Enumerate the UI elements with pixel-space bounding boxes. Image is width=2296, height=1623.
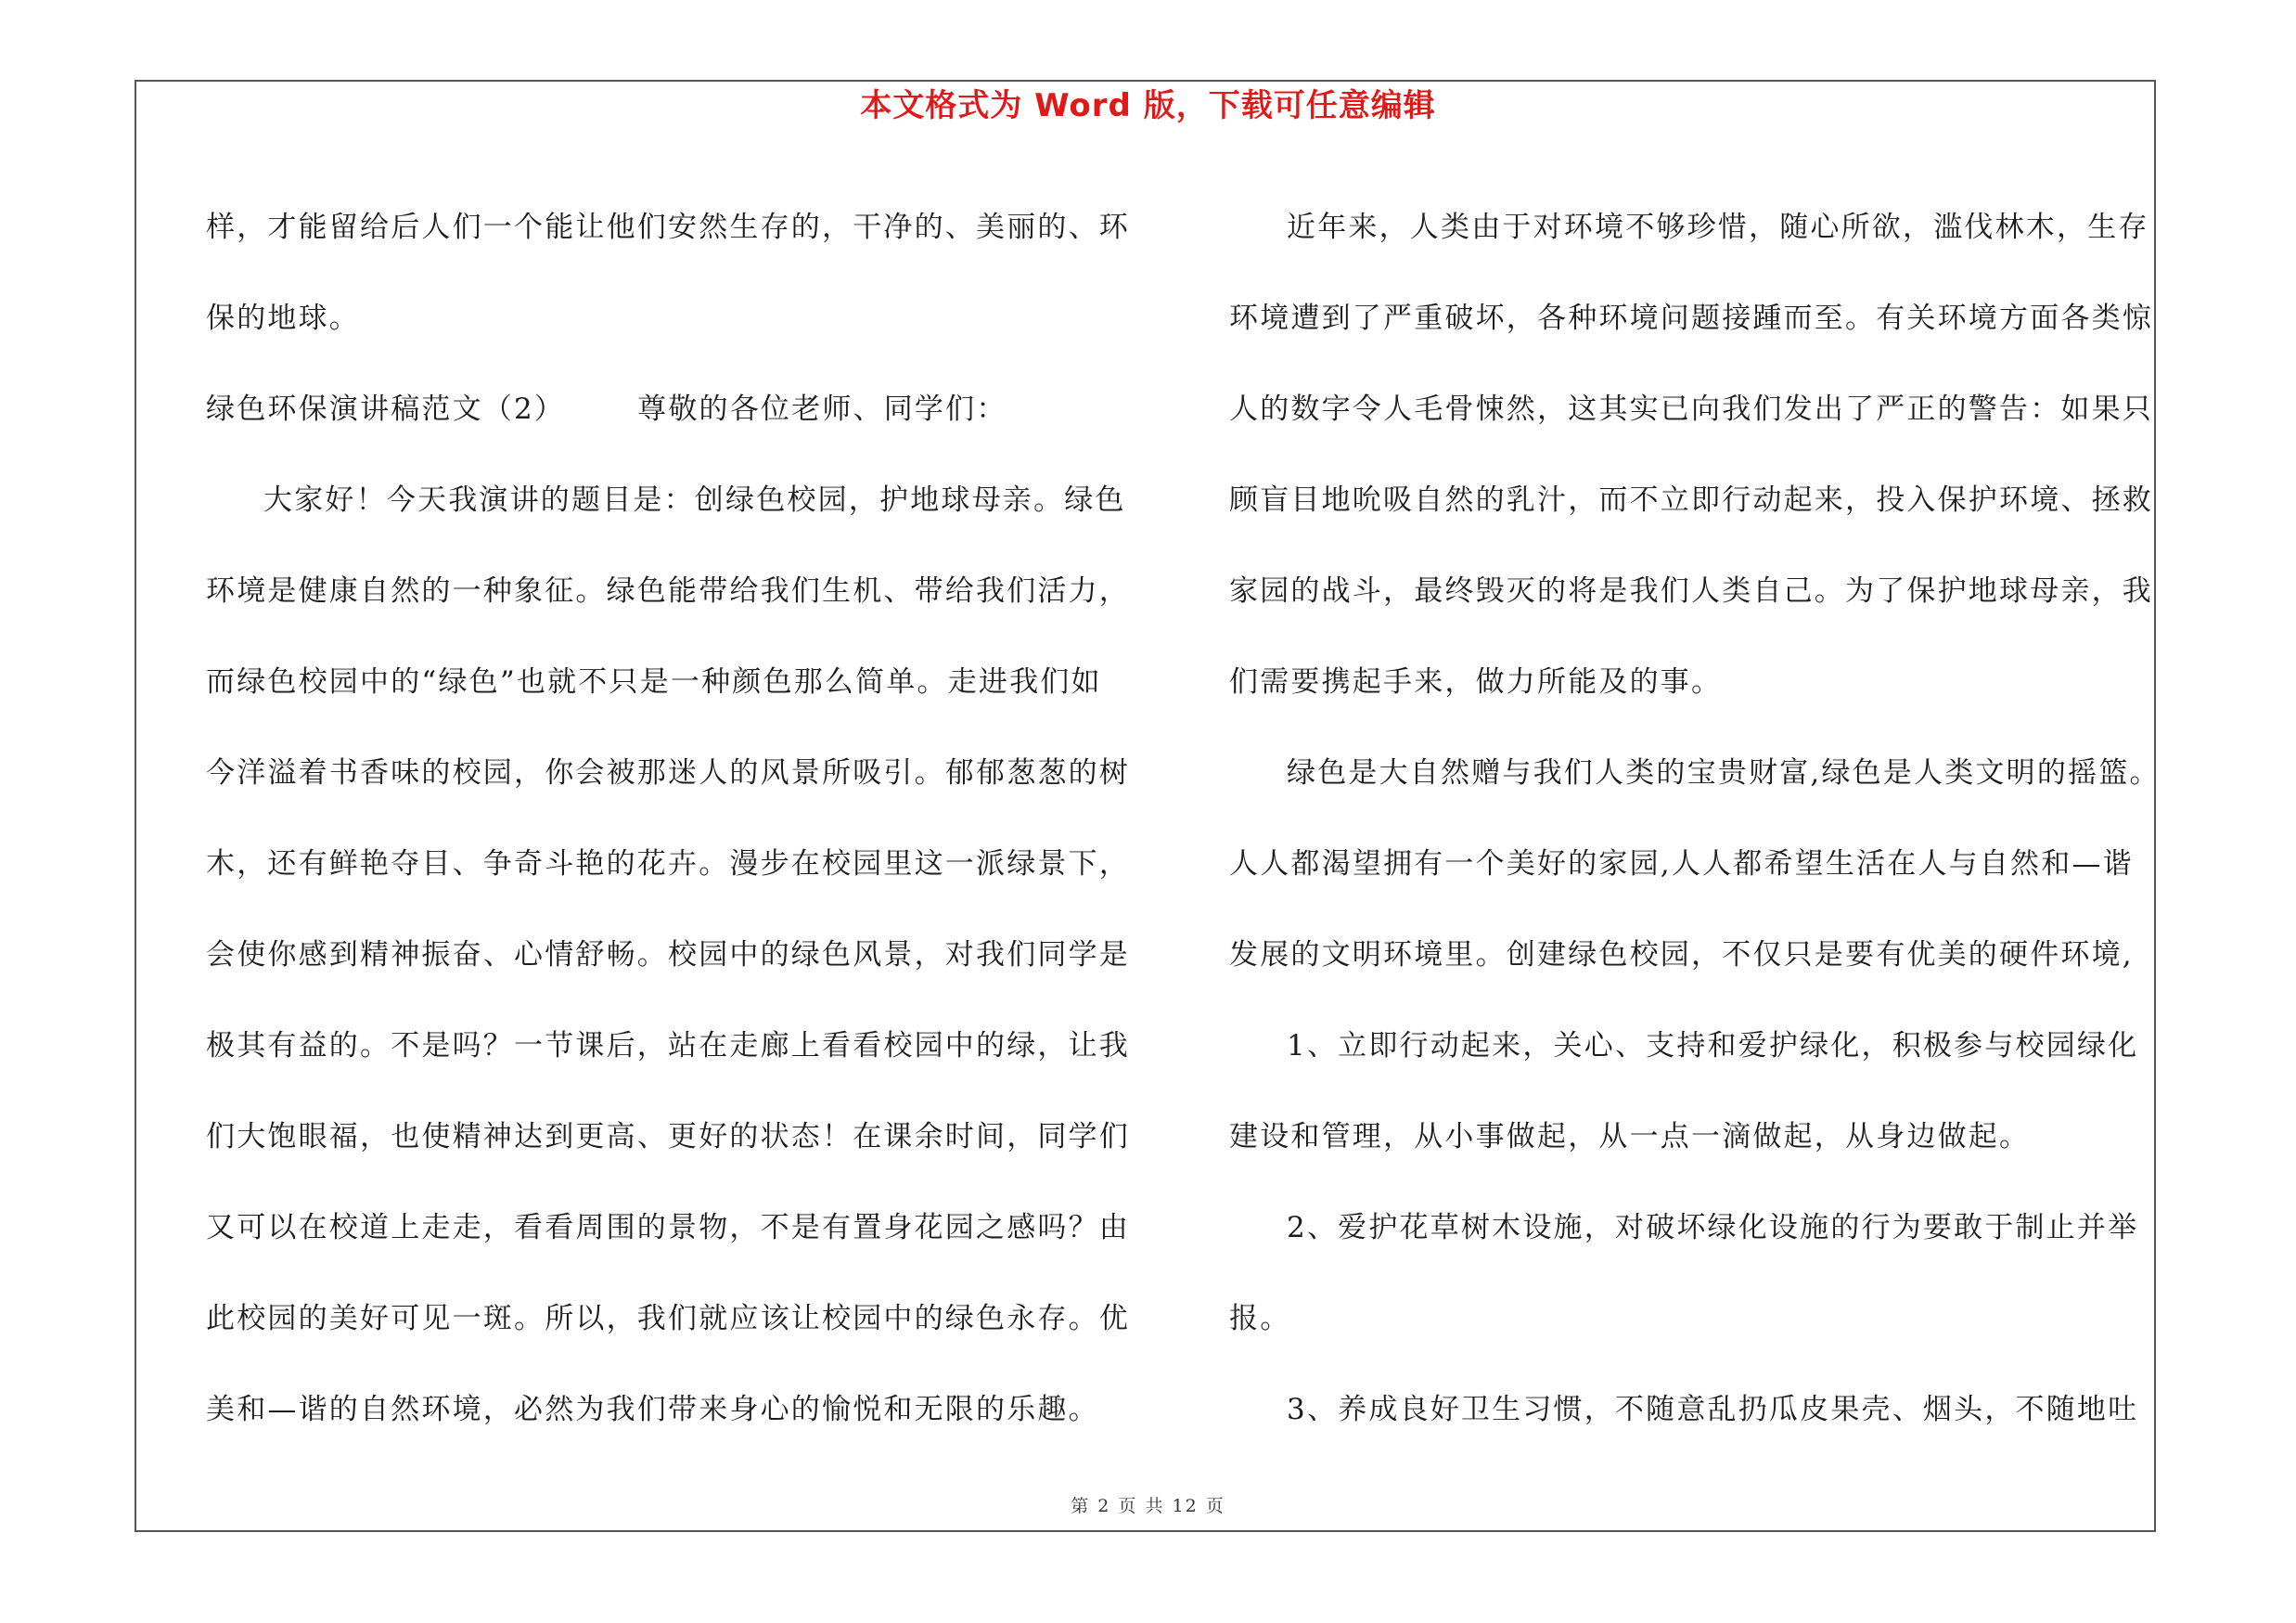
- text-line: 近年来，人类由于对环境不够珍惜，随心所欲，滥伐林木，生存: [1287, 211, 2149, 244]
- page-number-footer: 第 2 页 共 12 页: [1071, 1496, 1225, 1516]
- text-line: 家园的战斗，最终毁灭的将是我们人类自己。为了保护地球母亲，我: [1229, 574, 2153, 608]
- text-line: 今洋溢着书香味的校园，你会被那迷人的风景所吸引。郁郁葱葱的树: [206, 756, 1130, 790]
- text-line: 木，还有鲜艳夺目、争奇斗艳的花卉。漫步在校园里这一派绿景下，: [206, 847, 1130, 881]
- text-line: 3、养成良好卫生习惯，不随意乱扔瓜皮果壳、烟头，不随地吐: [1287, 1393, 2139, 1426]
- left-column: [206, 182, 1139, 1455]
- section-heading: [206, 364, 1139, 455]
- text-line: 又可以在校道上走走，看看周围的景物，不是有置身花园之感吗？由: [206, 1211, 1130, 1244]
- text-line: 们需要携起手来，做力所能及的事。: [1229, 665, 1723, 699]
- text-line: 美和—谐的自然环境，必然为我们带来身心的愉悦和无限的乐趣。: [206, 1393, 1099, 1426]
- text-line: 顾盲目地吮吸自然的乳汁，而不立即行动起来，投入保护环境、拯救: [1229, 483, 2153, 517]
- text-line: 会使你感到精神振奋、心情舒畅。校园中的绿色风景，对我们同学是: [206, 938, 1130, 972]
- text-line: 报。: [1229, 1302, 1291, 1335]
- word-format-banner: 本文格式为 Word 版，下载可任意编辑: [860, 87, 1436, 124]
- text-line: 环境是健康自然的一种象征。绿色能带给我们生机、带给我们活力，: [206, 574, 1130, 608]
- text-line: 绿色是大自然赠与我们人类的宝贵财富,绿色是人类文明的摇篮。: [1287, 756, 2161, 790]
- text-line: 们大饱眼福，也使精神达到更高、更好的状态！在课余时间，同学们: [206, 1120, 1130, 1153]
- text-line: 1、立即行动起来，关心、支持和爱护绿化，积极参与校园绿化: [1287, 1029, 2139, 1063]
- text-line: 大家好！今天我演讲的题目是：创绿色校园，护地球母亲。绿色: [263, 483, 1126, 517]
- text-line: 2、爱护花草树木设施，对破坏绿化设施的行为要敢于制止并举: [1287, 1211, 2139, 1244]
- right-column: [1229, 182, 2166, 1455]
- text-line: 极其有益的。不是吗？一节课后，站在走廊上看看校园中的绿，让我: [206, 1029, 1130, 1063]
- text-line: 此校园的美好可见一斑。所以，我们就应该让校园中的绿色永存。优: [206, 1302, 1130, 1335]
- text-line: 环境遭到了严重破坏，各种环境问题接踵而至。有关环境方面各类惊: [1229, 302, 2153, 335]
- heading-greeting: 尊敬的各位老师、同学们：: [637, 393, 1007, 426]
- text-line: 样，才能留给后人们一个能让他们安然生存的，干净的、美丽的、环: [206, 211, 1130, 244]
- text-line: 发展的文明环境里。创建绿色校园，不仅只是要有优美的硬件环境,: [1229, 938, 2134, 972]
- text-line: 保的地球。: [206, 302, 360, 335]
- text-line: 人的数字令人毛骨悚然，这其实已向我们发出了严正的警告：如果只: [1229, 393, 2153, 426]
- text-line: 建设和管理，从小事做起，从一点一滴做起，从身边做起。: [1229, 1120, 2031, 1153]
- heading-title: 绿色环保演讲稿范文（2）: [206, 393, 566, 426]
- text-line: 人人都渴望拥有一个美好的家园,人人都希望生活在人与自然和—谐: [1229, 847, 2134, 881]
- text-line: 而绿色校园中的“绿色”也就不只是一种颜色那么简单。走进我们如: [206, 665, 1102, 699]
